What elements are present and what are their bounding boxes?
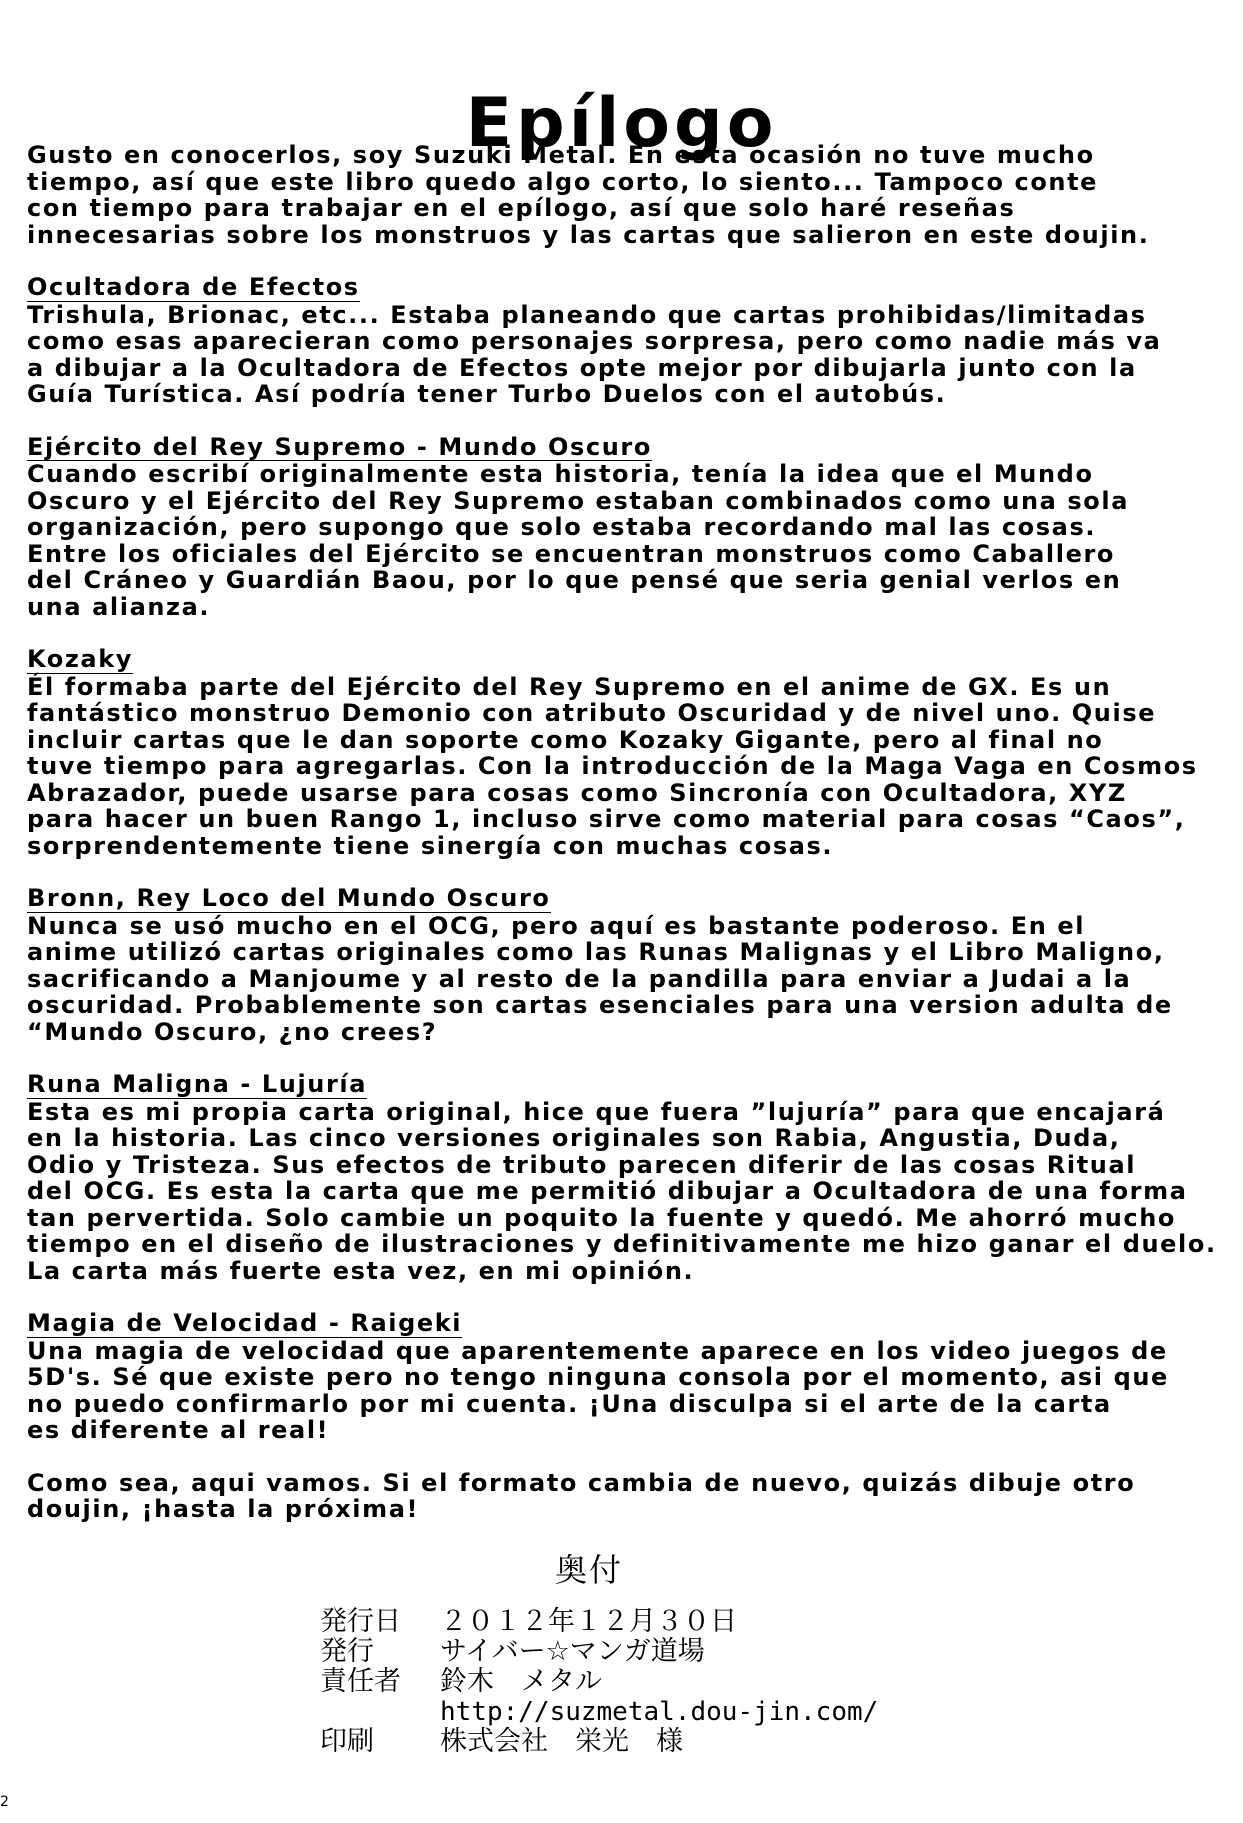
colophon-title: 奥付 (555, 1551, 624, 1589)
colophon-row-date (320, 1607, 737, 1637)
colophon-value: サイバー☆マンガ道場 (440, 1636, 705, 1667)
colophon-label: 責任者 (320, 1666, 401, 1697)
section-body: Nunca se usó mucho en el OCG, pero aquí es bastante poderoso. En el anime utilizó cartas originales como las Runas Malignas y el Libro Maligno, sacrificando a Manjoume y al resto de la pandilla para enviar a Judai a la oscuridad. Probablemente son cartas esenciales para una version adulta de “Mundo Oscuro, ¿no crees? (27, 911, 1173, 1046)
section-body: Esta es mi propia carta original, hice que fuera ”lujuría” para que encajará en la historia. Las cinco versiones originales son Rabia, Angustia, Duda, Odio y Tristeza. Sus efectos de tributo parecen diferir de las cosas Ritual del OCG. Es esta la carta que me permitió dibujar a Ocultadora de una forma tan pervertida. Solo cambie un poquito la fuente y quedó. Me ahorró mucho tiempo en el diseño de ilustraciones y definitivamente me hizo ganar el duelo. La carta más fuerte esta vez, en mi opinión. (27, 1097, 1217, 1285)
colophon-value: ２０１２年１２月３０日 (440, 1606, 737, 1637)
section-heading: Ejército del Rey Supremo - Mundo Oscuro (27, 432, 652, 461)
colophon-value: 株式会社 栄光 様 (440, 1726, 683, 1757)
colophon-label: 発行日 (320, 1606, 401, 1637)
section-ejercito (27, 434, 1227, 621)
section-heading: Runa Maligna - Lujuría (27, 1070, 368, 1098)
section-heading: Kozaky (27, 645, 134, 673)
section-heading: Ocultadora de Efectos (27, 273, 360, 301)
colophon-label: 発行 (320, 1636, 374, 1667)
section-heading: Magia de Velocidad - Raigeki (27, 1309, 463, 1337)
epilogue-content (27, 142, 1227, 1523)
section-magia-velocidad (27, 1310, 1227, 1444)
section-heading: Bronn, Rey Loco del Mundo Oscuro (27, 884, 551, 912)
section-kozaky (27, 646, 1227, 859)
section-body: Él formaba parte del Ejército del Rey Supremo en el anime de GX. Es un fantástico monstruo Demonio con atributo Oscuridad y de nivel uno. Quise incluir cartas que le dan soporte como Kozaky Gigante, pero al final no tuve tiempo para agregarlas. Con la introducción de la Maga Vaga en Cosmos Abrazador, puede usarse para cosas como Sincronía con Ocultadora, XYZ para hacer un buen Rango 1, incluso sirve como material para cosas “Caos”, sorprendentemente tiene sinergía con muchas cosas. (27, 672, 1198, 860)
page-title: Epílogo (465, 83, 778, 163)
page-number: 2 (0, 1794, 9, 1810)
intro-paragraph: Gusto en conocerlos, soy Suzuki Metal. En esta ocasión no tuve mucho tiempo, así que este libro quedo algo corto, lo siento... Tampoco conte con tiempo para trabajar en el epílogo, así que solo haré reseñas innecesarias sobre los monstruos y las cartas que salieron en este doujin. (27, 141, 1150, 249)
section-bronn (27, 885, 1227, 1045)
closing-paragraph: Como sea, aqui vamos. Si el formato cambia de nuevo, quizás dibuje otro doujin, ¡hasta la próxima! (27, 1468, 1136, 1523)
section-body: Cuando escribí originalmente esta historia, tenía la idea que el Mundo Oscuro y el Ejército del Rey Supremo estaban combinados como una sola organización, pero supongo que solo estaba recordando mal las cosas. Entre los oficiales del Ejército se encuentran monstruos como Caballero del Cráneo y Guardián Baou, por lo que pensé que seria genial verlos en una alianza. (27, 460, 1130, 621)
section-body: Trishula, Brionac, etc... Estaba planeando que cartas prohibidas/limitadas como esas aparecieran como personajes sorpresa, pero como nadie más va a dibujar a la Ocultadora de Efectos opte mejor por dibujarla junto con la Guía Turística. Así podría tener Turbo Duelos con el autobús. (27, 300, 1162, 408)
section-ocultadora (27, 274, 1227, 408)
colophon-url: http://suzmetal.dou-jin.com/ (440, 1697, 879, 1727)
section-body: Una magia de velocidad que aparentemente aparece en los video juegos de 5D's. Sé que existe pero no tengo ninguna consola por el momento, asi que no puedo confirmarlo por mi cuenta. ¡Una disculpa si el arte de la carta es diferente al real! (27, 1336, 1169, 1444)
colophon-label: 印刷 (320, 1726, 374, 1757)
section-runa-maligna (27, 1071, 1227, 1284)
colophon-row-responsible (320, 1667, 602, 1697)
colophon-value: 鈴木 メタル (440, 1666, 602, 1697)
colophon-row-publisher (320, 1637, 705, 1667)
colophon-row-print (320, 1727, 683, 1757)
